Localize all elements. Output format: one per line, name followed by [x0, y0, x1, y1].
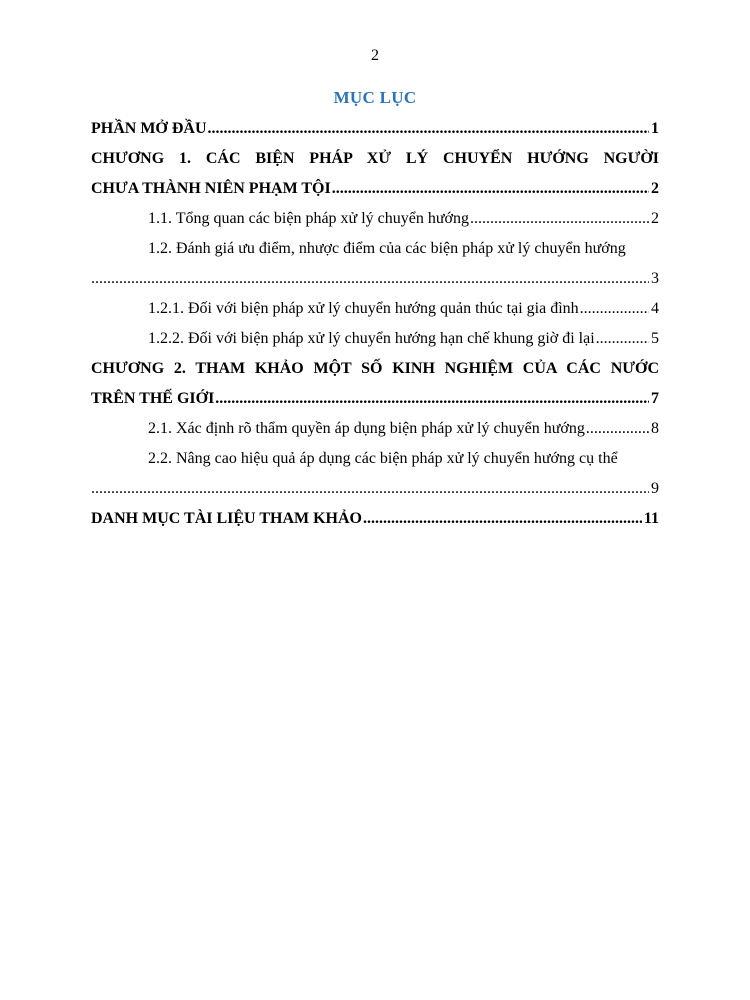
- toc-entry-text: 2.1. Xác định rõ thẩm quyền áp dụng biện pháp xử lý chuyển hướng: [148, 420, 585, 437]
- toc-entry-2-1[interactable]: [91, 414, 659, 444]
- toc-entry-chapter-2-line2[interactable]: [91, 384, 659, 414]
- toc-entry-1-2-line2[interactable]: [91, 264, 659, 294]
- toc-leader-dots: [596, 324, 649, 354]
- toc-entry-page: 2: [651, 180, 659, 197]
- toc-entry-chapter-1-line1[interactable]: [91, 144, 659, 174]
- toc-entry-2-2-line1[interactable]: [91, 444, 659, 474]
- toc-entry-text: 1.2.2. Đối với biện pháp xử lý chuyển hướng hạn chế khung giờ đi lại: [148, 330, 595, 347]
- toc-entry-page: 1: [651, 120, 659, 137]
- toc-entry-text: PHẦN MỞ ĐẦU: [91, 120, 207, 137]
- toc-leader-dots: [91, 474, 649, 504]
- table-of-contents: [91, 114, 659, 534]
- toc-entry-2-2-line2[interactable]: [91, 474, 659, 504]
- toc-entry-chapter-2-line1[interactable]: [91, 354, 659, 384]
- toc-entry-text: CHƯA THÀNH NIÊN PHẠM TỘI: [91, 180, 331, 197]
- toc-entry-intro[interactable]: [91, 114, 659, 144]
- toc-leader-dots: [363, 504, 642, 534]
- toc-leader-dots: [580, 294, 649, 324]
- toc-leader-dots: [91, 264, 649, 294]
- toc-entry-page: 11: [643, 510, 659, 527]
- toc-entry-text: 1.2.1. Đối với biện pháp xử lý chuyển hướng quản thúc tại gia đình: [148, 300, 579, 317]
- toc-entry-page: 8: [651, 420, 659, 437]
- toc-entry-page: 2: [651, 210, 659, 227]
- toc-entry-text: CHƯƠNG 1. CÁC BIỆN PHÁP XỬ LÝ CHUYỂN HƯỚNG NGƯỜI: [91, 150, 659, 167]
- toc-entry-1-2-2[interactable]: [91, 324, 659, 354]
- toc-entry-page: 4: [651, 300, 659, 317]
- page-number: 2: [371, 47, 379, 64]
- toc-entry-page: 9: [651, 480, 659, 497]
- toc-entry-page: 5: [651, 330, 659, 347]
- toc-entry-text: DANH MỤC TÀI LIỆU THAM KHẢO: [91, 510, 362, 527]
- toc-entry-page: 7: [651, 390, 659, 407]
- toc-entry-text: 1.2. Đánh giá ưu điểm, nhược điểm của các biện pháp xử lý chuyển hướng: [148, 240, 626, 257]
- toc-entry-1-2-1[interactable]: [91, 294, 659, 324]
- toc-entry-1-1[interactable]: [91, 204, 659, 234]
- toc-title: MỤC LỤC: [333, 88, 417, 107]
- toc-leader-dots: [332, 174, 649, 204]
- toc-entry-page: 3: [651, 270, 659, 287]
- toc-leader-dots: [215, 384, 649, 414]
- toc-entry-chapter-1-line2[interactable]: [91, 174, 659, 204]
- toc-entry-references[interactable]: [91, 504, 659, 534]
- toc-leader-dots: [470, 204, 649, 234]
- toc-entry-1-2-line1[interactable]: [91, 234, 659, 264]
- toc-entry-text: CHƯƠNG 2. THAM KHẢO MỘT SỐ KINH NGHIỆM CỦA CÁC NƯỚC: [91, 360, 659, 377]
- toc-entry-text: 1.1. Tổng quan các biện pháp xử lý chuyển hướng: [148, 210, 469, 227]
- toc-leader-dots: [208, 114, 649, 144]
- toc-entry-text: TRÊN THẾ GIỚI: [91, 390, 215, 407]
- toc-leader-dots: [586, 414, 649, 444]
- toc-entry-text: 2.2. Nâng cao hiệu quả áp dụng các biện pháp xử lý chuyển hướng cụ thể: [148, 450, 618, 467]
